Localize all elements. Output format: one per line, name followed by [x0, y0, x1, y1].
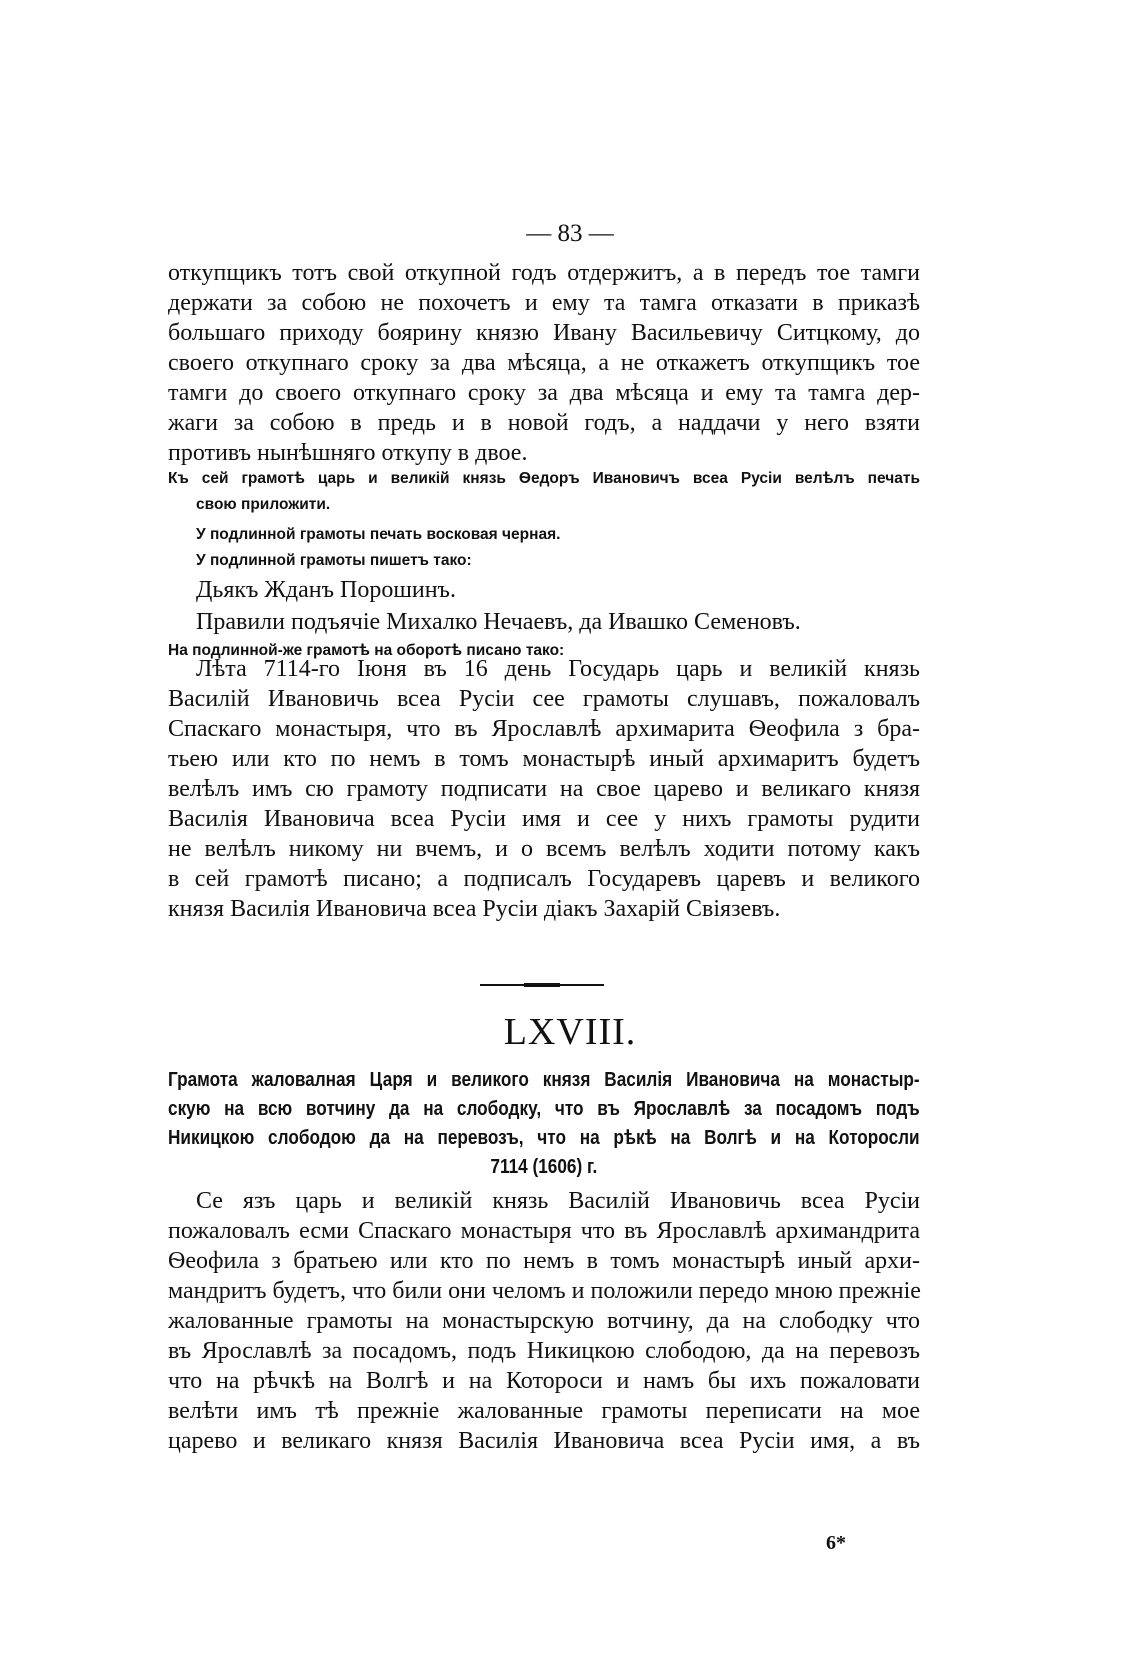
heading-line: Никицкою слободою да на перевозъ, что на рѣкѣ на Волгѣ и на Которосли: [168, 1127, 920, 1149]
text-line: Василій Ивановичь всеа Русіи сее грамоты слушавъ, пожаловалъ: [168, 686, 920, 712]
text-line: жалованные грамоты на монастырскую вотчину, да на слободку что: [168, 1308, 920, 1334]
paragraph-3: [168, 1186, 920, 1456]
paragraph-2: [168, 654, 920, 924]
notes-block: [168, 466, 920, 664]
signature-line-2: Правили подъячіе Михалко Нечаевъ, да Ивашко Семеновъ.: [196, 609, 801, 635]
text-line: жаги за собою в предь и в новой годъ, а наддачи у него взяти: [168, 410, 920, 436]
text-line: въ Ярославлѣ за посадомъ, подъ Никицкою слободою, да на перевозъ: [168, 1338, 920, 1364]
text-line: не велѣлъ никому ни вчемъ, и о всемъ велѣлъ ходити потому какъ: [168, 836, 920, 862]
text-line: держати за собою не похочетъ и ему та тамга отказати в приказѣ: [168, 290, 920, 316]
signature-mark: 6*: [826, 1532, 846, 1554]
text-line: тьею или кто по немъ в томъ монастырѣ иный архимаритъ будетъ: [168, 746, 920, 772]
page-number: — 83 —: [526, 220, 614, 247]
heading-date: 7114 (1606) г.: [490, 1156, 598, 1178]
text-line: Ѳеофила з братьею или кто по немъ в томъ монастырѣ иный архи-: [168, 1248, 920, 1274]
text-line: Василія Ивановича всеа Русіи имя и сее у нихъ грамоты рудити: [168, 806, 920, 832]
text-line: Спаскаго монастыря, что въ Ярославлѣ архимарита Ѳеофила з бра-: [168, 716, 920, 742]
text-line: велѣлъ имъ сю грамоту подписати на свое царево и великаго князя: [168, 776, 920, 802]
text-line: велѣти имъ тѣ прежніе жалованные грамоты переписати на мое: [168, 1398, 920, 1424]
text-line: в сей грамотѣ писано; а подписалъ Государевъ царевъ и великого: [168, 866, 920, 892]
note-writes: У подлинной грамоты пишетъ тако:: [196, 552, 472, 569]
section-divider: [480, 984, 604, 986]
text-line: Лѣта 7114-го Іюня въ 16 день Государь царь и великій князь: [196, 656, 920, 682]
heading-line: Грамота жаловалная Царя и великого князя Василія Ивановича на монастыр-: [168, 1069, 920, 1091]
text-line: князя Василія Ивановича всеа Русіи діакъ Захарій Свіязевъ.: [168, 896, 781, 922]
text-line: большаго приходу боярину князю Ивану Васильевичу Ситцкому, до: [168, 320, 920, 346]
text-line: мандритъ будетъ, что били они челомъ и положили передо мною прежніе: [168, 1278, 921, 1304]
heading-line: скую на всю вотчину да на слободку, что въ Ярославлѣ за посадомъ подъ: [168, 1098, 920, 1120]
text-line: пожаловалъ есми Спаскаго монастыря что въ Ярославлѣ архимандрита: [168, 1218, 920, 1244]
text-line: противъ нынѣшняго откупу в двое.: [168, 440, 528, 466]
text-line: откупщикъ тотъ свой откупной годъ отдержитъ, а в передъ тое тамги: [168, 260, 920, 286]
text-line: тамги до своего откупнаго сроку за два мѣсяца и ему та тамга дер-: [168, 380, 920, 406]
text-line: Се язъ царь и великій князь Василій Ивановичь всеа Русіи: [196, 1188, 920, 1214]
text-line: что на рѣчкѣ на Волгѣ и на Котороси и намъ бы ихъ пожаловати: [168, 1368, 920, 1394]
document-heading: [168, 1066, 920, 1182]
note-wax: У подлинной грамоты печать восковая черная.: [196, 526, 561, 543]
note-seal-line: свою приложити.: [196, 496, 331, 513]
text-line: царево и великаго князя Василія Ивановича всеа Русіи имя, а въ: [168, 1428, 920, 1454]
paragraph-1: [168, 258, 920, 468]
section-number: LXVIII.: [503, 1011, 637, 1053]
signature-line-1: Дьякъ Жданъ Порошинъ.: [196, 577, 456, 603]
note-seal-line: Къ сей грамотѣ царь и великій князь Ѳедоръ Ивановичъ всеа Русіи велѣлъ печать: [168, 470, 920, 487]
note-reverse: На подлинной-же грамотѣ на оборотѣ писано тако:: [168, 642, 565, 659]
text-line: своего откупнаго сроку за два мѣсяца, а не откажетъ откупщикъ тое: [168, 350, 920, 376]
